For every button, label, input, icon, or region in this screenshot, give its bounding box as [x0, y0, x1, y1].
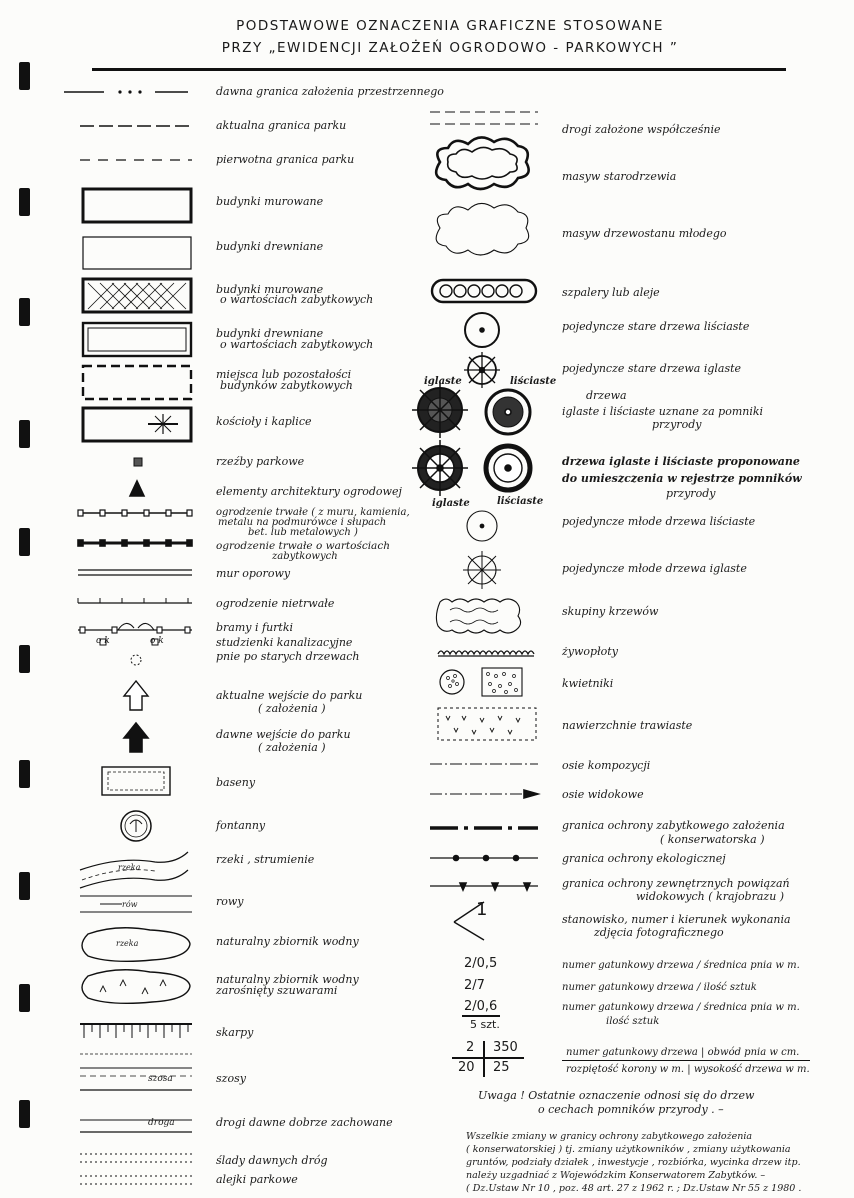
legend-label: fontanny [216, 819, 266, 832]
binder-hole [19, 188, 30, 216]
legend-label-line2: do umieszczenia w rejestrze pomników [562, 472, 802, 485]
fraction-tl: 2 [466, 1040, 475, 1055]
legend-label: ogrodzenie trwałe ( z muru, kamienia, [216, 507, 410, 518]
legend-label-line2: metalu na podmurówce i słupach [218, 517, 387, 528]
tree-label-iglaste: iglaste [424, 376, 462, 387]
fraction-bl: 20 [458, 1060, 475, 1075]
fraction-rule [562, 1060, 810, 1061]
legend-label-line3: przyrody [652, 418, 702, 431]
legend-label: dawna granica założenia przestrzennego [216, 85, 444, 98]
legend-label: granica ochrony ekologicznej [562, 852, 726, 865]
gate-okap-label-1: o k [96, 636, 110, 646]
legend-label: drzewa [586, 389, 627, 402]
legend-label: budynki drewniane [216, 240, 324, 253]
legend-label: elementy architektury ogrodowej [216, 485, 402, 498]
legend-label: szosy [216, 1072, 246, 1085]
legend-label: rowy [216, 895, 244, 908]
legend-label: skupiny krzewów [562, 605, 659, 618]
legend-label-line2: zabytkowych [272, 551, 338, 562]
note-regulation-line3: gruntów, podziały działek , inwestycje , rozbiórka, wycinka drzew itp. [466, 1157, 801, 1168]
legend-label: granica ochrony zewnętrznych powiązań [562, 877, 790, 890]
legend-label: stanowisko, numer i kierunek wykonania [562, 913, 791, 926]
tree-label-lisciaste-2: liściaste [497, 496, 544, 507]
binder-hole [19, 872, 30, 900]
fraction-species-diameter-count-top: 2/0,6 [464, 999, 498, 1014]
binder-hole [19, 62, 30, 90]
legend-label-line2: zarośnięty szuwarami [216, 984, 338, 997]
fraction-bar [462, 1015, 500, 1017]
binder-hole [19, 760, 30, 788]
legend-label-line2: o wartościach zabytkowych [220, 338, 374, 351]
pond-label: rzeka [116, 939, 139, 948]
binder-hole [19, 420, 30, 448]
legend-label: ogrodzenie nietrwałe [216, 597, 335, 610]
legend-label: masyw starodrzewia [562, 170, 677, 183]
fraction-tr: 350 [493, 1040, 518, 1055]
legend-label: budynki murowane [216, 195, 324, 208]
note-regulation-line5: ( Dz.Ustaw Nr 10 , poz. 48 art. 27 z 1962 r. ; Dz.Ustaw Nr 55 z 1980 . [466, 1183, 802, 1194]
note-regulation-line4: należy uzgadniać z Wojewódzkim Konserwatorem Zabytków. – [466, 1170, 766, 1181]
legend-label: ogrodzenie trwałe o wartościach [216, 540, 390, 552]
legend-label: naturalny zbiornik wodny [216, 973, 359, 986]
note-regulation-line2: ( konserwatorskiej ) tj. zmiany użytkowników , zmiany użytkowania [466, 1144, 791, 1155]
legend-label: drogi założone współcześnie [562, 123, 721, 136]
legend-label: budynki drewniane [216, 327, 324, 340]
fraction-species-count: 2/7 [464, 978, 485, 993]
title-line-1: PODSTAWOWE OZNACZENIA GRAFICZNE STOSOWANE [236, 18, 664, 34]
tree-label-iglaste-2: iglaste [432, 498, 470, 509]
legend-label: numer gatunkowy drzewa / ilość sztuk [562, 982, 757, 993]
binder-hole [19, 298, 30, 326]
legend-label-line2: zdjęcia fotograficznego [594, 926, 724, 939]
legend-label-line2: ( konserwatorska ) [660, 833, 765, 846]
right-symbols [410, 100, 550, 1090]
droga-label: droga [148, 1118, 175, 1128]
legend-label-line3: bet. lub metalowych ) [248, 527, 358, 538]
binder-hole [19, 1100, 30, 1128]
legend-label-line2: iglaste i liściaste uznane za pomniki [562, 405, 764, 418]
legend-label: numer gatunkowy drzewa / średnica pnia w m. [562, 960, 800, 971]
legend-label-line2: budynków zabytkowych [220, 379, 353, 392]
photo-number: 1 [476, 899, 488, 920]
legend-label: kwietniki [562, 677, 614, 690]
szosa-label: szosa [148, 1074, 173, 1084]
legend-label: rzeki , strumienie [216, 853, 315, 866]
fraction-species-diameter-count-bottom: 5 szt. [470, 1018, 500, 1031]
binder-hole [19, 645, 30, 673]
gate-okap-label-2: o k [150, 636, 164, 646]
binder-hole [19, 984, 30, 1012]
legend-label: drzewa iglaste i liściaste proponowane [562, 455, 800, 468]
ditch-label: rów [122, 900, 138, 909]
legend-label: pierwotna granica parku [216, 153, 355, 166]
legend-label-line3: pnie po starych drzewach [216, 650, 360, 663]
legend-label: pojedyncze młode drzewa liściaste [562, 515, 756, 528]
river-label: rzeka [118, 863, 141, 872]
legend-label: drogi dawne dobrze zachowane [216, 1116, 393, 1129]
tree-label-lisciaste: liściaste [510, 376, 557, 387]
fraction-br: 25 [493, 1060, 510, 1075]
legend-label: pojedyncze stare drzewa iglaste [562, 362, 742, 375]
legend-label: aktualne wejście do parku [216, 689, 363, 702]
legend-label: naturalny zbiornik wodny [216, 935, 359, 948]
note-uwaga: Uwaga ! Ostatnie oznaczenie odnosi się do drzew [478, 1089, 755, 1102]
legend-label: granica ochrony zabytkowego założenia [562, 819, 785, 832]
left-symbols [60, 80, 195, 1195]
legend-label: szpalery lub aleje [562, 286, 660, 299]
fraction-species-diameter: 2/0,5 [464, 956, 498, 971]
legend-label: numer gatunkowy drzewa / średnica pnia w m. [562, 1002, 800, 1013]
note-regulation-line1: Wszelkie zmiany w granicy ochrony zabytkowego założenia [466, 1131, 753, 1142]
legend-label: miejsca lub pozostałości [216, 368, 352, 381]
legend-label: pojedyncze młode drzewa iglaste [562, 562, 747, 575]
legend-label: aktualna granica parku [216, 119, 347, 132]
legend-label: skarpy [216, 1026, 254, 1039]
legend-label: rzeźby parkowe [216, 455, 305, 468]
legend-label: mur oporowy [216, 567, 291, 580]
legend-label-line2: o wartościach zabytkowych [220, 293, 374, 306]
legend-label: numer gatunkowy drzewa | obwód pnia w cm. [566, 1047, 800, 1058]
binder-hole [19, 528, 30, 556]
legend-label-line2: studzienki kanalizacyjne [216, 636, 353, 649]
legend-label-line2: ( założenia ) [258, 741, 326, 754]
legend-label: masyw drzewostanu młodego [562, 227, 727, 240]
fraction-divider [483, 1041, 485, 1077]
legend-label: baseny [216, 776, 256, 789]
legend-label-line2: ilość sztuk [606, 1016, 660, 1027]
legend-label-line2: ( założenia ) [258, 702, 326, 715]
note-uwaga-line2: o cechach pomników przyrody . – [538, 1103, 724, 1116]
legend-label-line2: widokowych ( krajobrazu ) [636, 890, 785, 903]
legend-label-line3: przyrody [666, 487, 716, 500]
legend-label: osie widokowe [562, 788, 644, 801]
legend-label: osie kompozycji [562, 759, 651, 772]
legend-label: nawierzchnie trawiaste [562, 719, 693, 732]
legend-label: kościoły i kaplice [216, 415, 312, 428]
legend-label: pojedyncze stare drzewa liściaste [562, 320, 750, 333]
fraction-bar [452, 1057, 524, 1059]
legend-label: żywopłoty [562, 645, 618, 658]
legend-label: dawne wejście do parku [216, 728, 351, 741]
legend-label: budynki murowane [216, 283, 324, 296]
legend-label-line2: rozpiętość korony w m. | wysokość drzewa w m. [566, 1064, 810, 1075]
legend-label: bramy i furtki [216, 621, 294, 634]
legend-label: ślady dawnych dróg [216, 1154, 328, 1167]
title-line-2: PRZY „EWIDENCJI ZAŁOŻEŃ OGRODOWO - PARKOWYCH ” [221, 40, 679, 56]
title-rule [92, 68, 786, 71]
legend-label-line2: alejki parkowe [216, 1173, 298, 1186]
